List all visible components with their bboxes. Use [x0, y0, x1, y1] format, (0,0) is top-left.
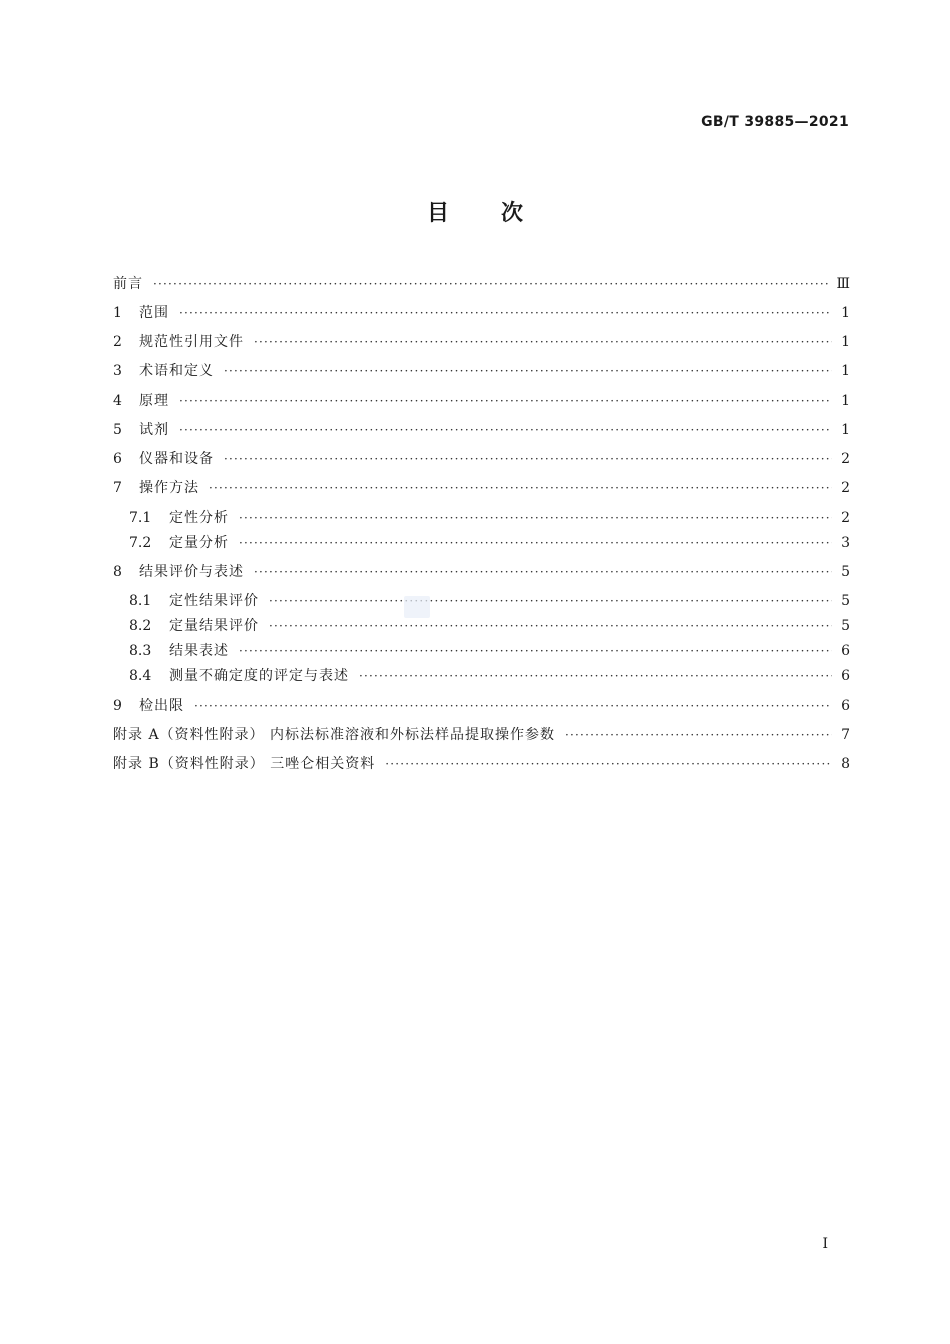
toc-entry-label: 规范性引用文件 [139, 334, 244, 350]
toc-entry-label: 测量不确定度的评定与表述 [169, 668, 349, 684]
leader-dots [224, 361, 832, 381]
toc-entry-4[interactable] [113, 391, 850, 411]
toc-entry-page: 2 [841, 480, 850, 496]
toc-entry-3[interactable] [113, 361, 850, 381]
leader-dots [269, 591, 832, 611]
leader-dots [269, 616, 832, 636]
toc-entry-page: 3 [841, 535, 850, 551]
leader-dots [194, 696, 832, 716]
toc-entry-2[interactable] [113, 332, 850, 352]
toc-entry-page: 1 [841, 305, 850, 321]
toc-entry-page: 5 [841, 564, 850, 580]
leader-dots [385, 754, 832, 774]
leader-dots [224, 449, 832, 469]
leader-dots [179, 303, 832, 323]
toc-entry-7-1[interactable] [129, 508, 850, 528]
toc-entry-label: 结果评价与表述 [139, 564, 244, 580]
toc-entry-5[interactable] [113, 420, 850, 440]
toc-entry-number: 8.4 [129, 668, 152, 684]
toc-entry-number: 8 [113, 564, 122, 580]
toc-entry-label: 操作方法 [139, 480, 199, 496]
toc-entry-1[interactable] [113, 303, 850, 323]
toc-entry-number: 7.1 [129, 510, 152, 526]
leader-dots [209, 478, 832, 498]
leader-dots [359, 666, 832, 686]
toc-entry-8[interactable] [113, 562, 850, 582]
toc-entry-label: 术语和定义 [139, 363, 214, 379]
toc-entry-number: 1 [113, 305, 122, 321]
toc-entry-number: 8.3 [129, 643, 152, 659]
toc-entry-label: 附录 A（资料性附录） 内标法标准溶液和外标法样品提取操作参数 [113, 727, 556, 743]
toc-entry-page: 5 [841, 593, 850, 609]
toc-entry-label: 定量结果评价 [169, 618, 259, 634]
leader-dots [254, 332, 832, 352]
toc-entry-page: 1 [841, 363, 850, 379]
toc-entry-number: 3 [113, 363, 122, 379]
toc-entry-page: 6 [841, 668, 850, 684]
leader-dots [239, 533, 832, 553]
leader-dots [239, 641, 832, 661]
toc-entry-8-2[interactable] [129, 616, 850, 636]
leader-dots [153, 274, 828, 294]
toc-entry-annex-b[interactable] [113, 754, 850, 774]
toc-entry-foreword[interactable] [113, 274, 850, 294]
toc-entry-7-2[interactable] [129, 533, 850, 553]
toc-entry-8-4[interactable] [129, 666, 850, 686]
toc-title-part2: 次 [501, 201, 524, 226]
toc-entry-label: 试剂 [139, 422, 169, 438]
toc-entry-page: 1 [841, 393, 850, 409]
toc-entry-8-1[interactable] [129, 591, 850, 611]
toc-entry-8-3[interactable] [129, 641, 850, 661]
toc-entry-page: 1 [841, 422, 850, 438]
toc-entry-number: 7 [113, 480, 122, 496]
toc-entry-label: 定性分析 [169, 510, 229, 526]
toc-entry-page: 2 [841, 451, 850, 467]
toc-entry-page: Ⅲ [836, 276, 850, 292]
toc-entry-number: 2 [113, 334, 122, 350]
toc-entry-page: 5 [841, 618, 850, 634]
toc-entry-9[interactable] [113, 696, 850, 716]
toc-entry-page: 7 [841, 727, 850, 743]
toc-entry-label: 附录 B（资料性附录） 三唑仑相关资料 [113, 756, 376, 772]
toc-entry-page: 8 [841, 756, 850, 772]
toc-entry-7[interactable] [113, 478, 850, 498]
leader-dots [565, 725, 832, 745]
toc-entry-number: 4 [113, 393, 122, 409]
toc-entry-number: 5 [113, 422, 122, 438]
leader-dots [179, 391, 832, 411]
leader-dots [239, 508, 832, 528]
toc-entry-label: 原理 [139, 393, 169, 409]
toc-entry-number: 9 [113, 698, 122, 714]
toc-entry-label: 前言 [113, 276, 143, 292]
leader-dots [254, 562, 832, 582]
toc-entry-number: 6 [113, 451, 122, 467]
toc-entry-number: 7.2 [129, 535, 152, 551]
toc-entry-6[interactable] [113, 449, 850, 469]
standard-number: GB/T 39885—2021 [701, 114, 849, 130]
toc-entry-label: 定性结果评价 [169, 593, 259, 609]
toc-entry-page: 6 [841, 698, 850, 714]
toc-entry-label: 范围 [139, 305, 169, 321]
toc-entry-page: 6 [841, 643, 850, 659]
toc-entry-label: 结果表述 [169, 643, 229, 659]
toc-entry-number: 8.2 [129, 618, 152, 634]
toc-entry-number: 8.1 [129, 593, 152, 609]
watermark-mark [404, 596, 430, 618]
toc-title [0, 196, 950, 227]
toc-title-part1: 目 [426, 201, 449, 226]
footer-page-number: I [822, 1236, 828, 1252]
toc-entry-annex-a[interactable] [113, 725, 850, 745]
toc-entry-label: 定量分析 [169, 535, 229, 551]
toc-entry-label: 检出限 [139, 698, 184, 714]
toc-entry-label: 仪器和设备 [139, 451, 214, 467]
leader-dots [179, 420, 832, 440]
toc-entry-page: 1 [841, 334, 850, 350]
toc-entry-page: 2 [841, 510, 850, 526]
